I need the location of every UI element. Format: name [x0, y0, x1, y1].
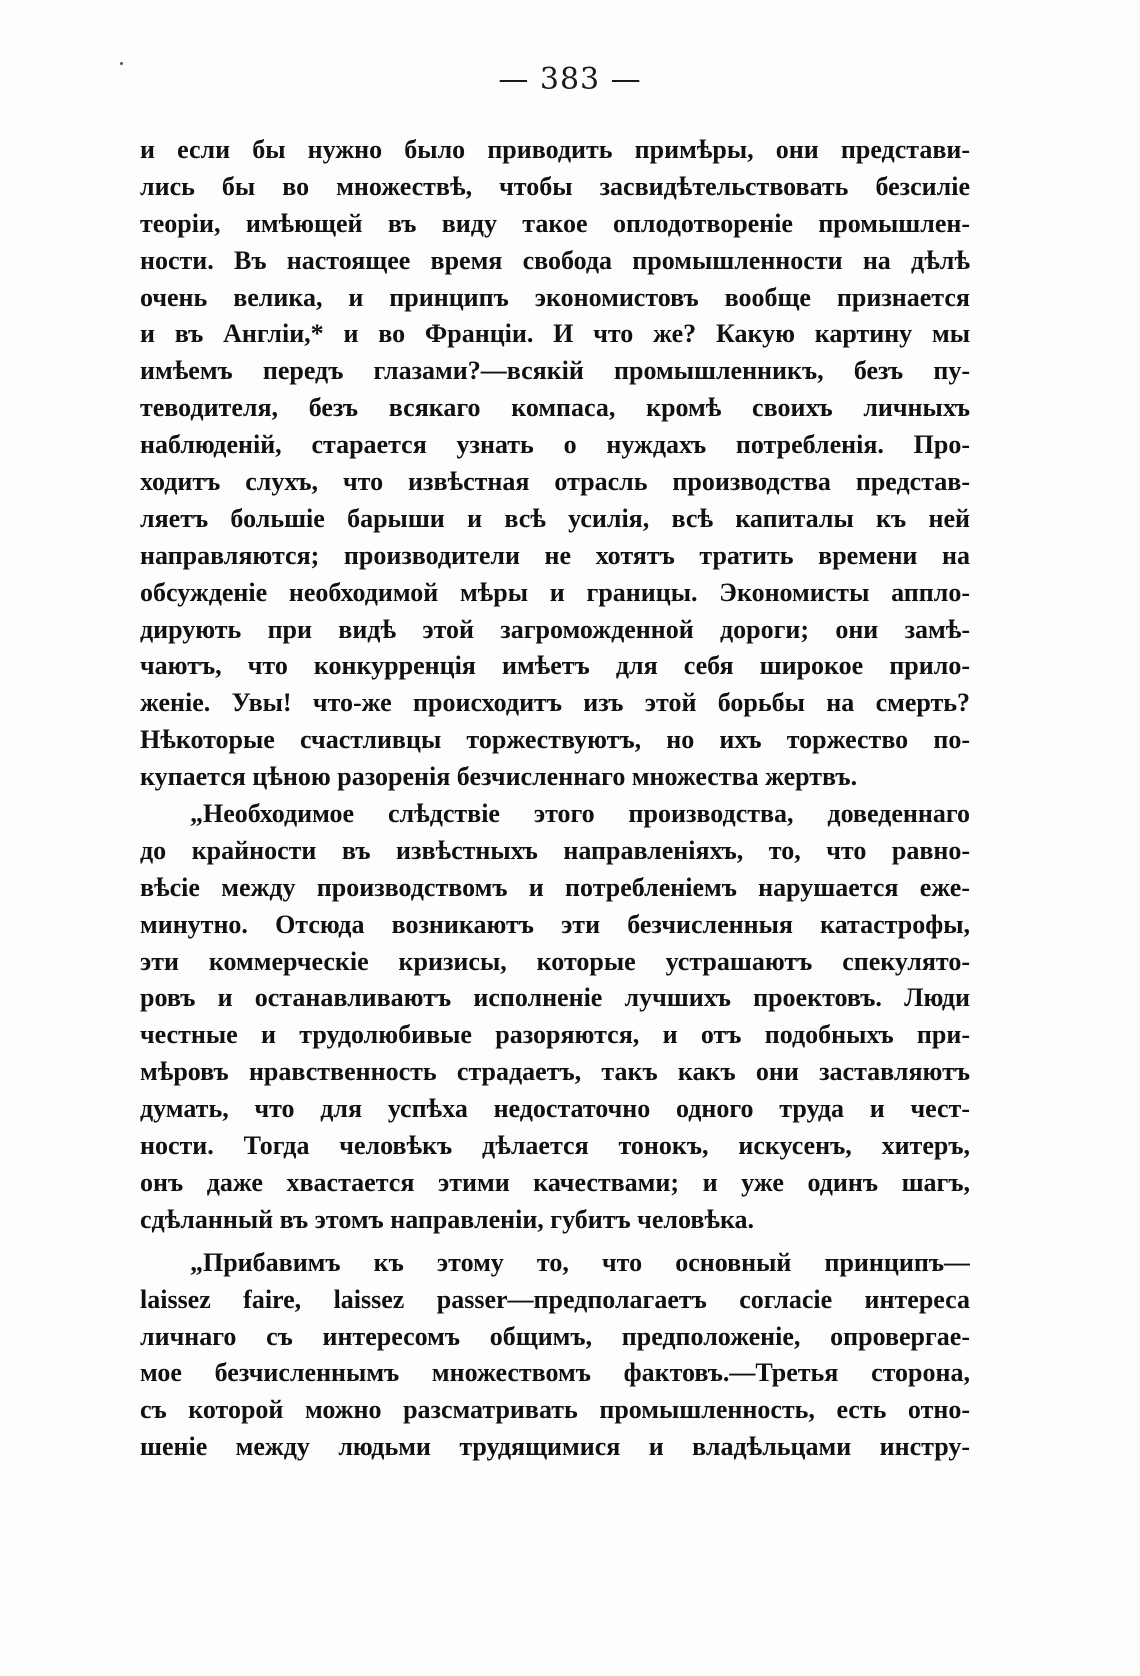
paragraph-1: [140, 132, 970, 796]
text-line: шеніе между людьми трудящимися и владѣльцами инстру-: [140, 1432, 970, 1462]
text-line: до крайности въ извѣстныхъ направленіяхъ, то, что равно-: [140, 835, 970, 865]
text-line: купается цѣною разоренія безчисленнаго множества жертвъ.: [140, 762, 858, 792]
text-line: дирують при видѣ этой загроможденной дороги; они замѣ-: [140, 614, 970, 644]
text-line: честные и трудолюбивые разоряются, и отъ подобныхъ при-: [140, 1020, 970, 1050]
text-line: сдѣланный въ этомъ направленіи, губитъ человѣка.: [140, 1204, 755, 1234]
text-line: Нѣкоторые счастливцы торжествуютъ, но ихъ торжество по-: [140, 725, 970, 755]
text-line: имѣемъ передъ глазами?—всякій промышленникъ, безъ пу-: [140, 356, 970, 386]
text-line: наблюденій, старается узнать о нуждахъ потребленія. Про-: [140, 430, 970, 460]
paper-speck: [120, 62, 123, 65]
text-line: думать, что для успѣха недостаточно одного труда и чест-: [140, 1094, 970, 1124]
text-line: „Прибавимъ къ этому то, что основный принципъ—: [190, 1247, 970, 1277]
page-number: — 383 —: [498, 62, 642, 97]
text-line: чаютъ, что конкурренція имѣетъ для себя широкое прило-: [140, 651, 970, 681]
text-line: минутно. Отсюда возникаютъ эти безчисленныя катастрофы,: [140, 909, 970, 939]
text-line: обсужденіе необходимой мѣры и границы. Экономисты апплo-: [140, 577, 970, 607]
text-line: и если бы нужно было приводить примѣры, они представи-: [140, 135, 970, 164]
text-line: теводителя, безъ всякаго компаса, кромѣ своихъ личныхъ: [140, 393, 970, 423]
text-line: laissez faire, laissez passer—предполагаетъ согласіе интереса: [140, 1284, 970, 1314]
text-line: ности. Въ настоящее время свобода промышленности на дѣлѣ: [140, 245, 970, 275]
text-line: мое безчисленнымъ множествомъ фактовъ.—Третья сторона,: [140, 1358, 970, 1388]
text-line: мѣровъ нравственность страдаетъ, такъ какъ они заставляютъ: [140, 1057, 970, 1087]
text-line: женіе. Увы! что-же происходитъ изъ этой борьбы на смерть?: [140, 688, 970, 718]
text-line: онъ даже хвастается этими качествами; и уже одинъ шагъ,: [140, 1167, 970, 1197]
body-text: [140, 132, 970, 1466]
text-line: вѣсіе между производствомъ и потребленіемъ нарушается еже-: [140, 872, 970, 902]
text-line: теоріи, имѣющей въ виду такое оплодотвореніе промышлен-: [140, 208, 970, 238]
text-line: ляетъ большіе барыши и всѣ усилія, всѣ капиталы къ ней: [140, 503, 970, 533]
paragraph-2: [140, 796, 970, 1239]
text-line: ности. Тогда человѣкъ дѣлается тонокъ, искусенъ, хитеръ,: [140, 1131, 970, 1161]
text-line: ходитъ слухъ, что извѣстная отрасль производства представ-: [140, 467, 970, 497]
text-line: очень велика, и принципъ экономистовъ вообще признается: [140, 282, 970, 312]
text-line: „Необходимое слѣдствіе этого производства, доведеннаго: [190, 799, 970, 829]
text-line: ровъ и останавливаютъ исполненіе лучшихъ проектовъ. Люди: [140, 983, 970, 1013]
text-line: съ которой можно разсматривать промышленность, есть отно-: [140, 1395, 970, 1425]
text-line: лись бы во множествѣ, чтобы засвидѣтельствовать безсиліе: [140, 171, 970, 201]
paragraph-3: [140, 1245, 970, 1466]
text-line: направляются; производители не хотятъ тратить времени на: [140, 540, 970, 570]
text-line: эти коммерческіе кризисы, которые устрашаютъ спекулято-: [140, 946, 970, 976]
text-line: личнаго съ интересомъ общимъ, предположеніе, опровергае-: [140, 1321, 970, 1351]
text-line: и въ Англіи,* и во Франціи. И что же? Какую картину мы: [140, 319, 970, 349]
